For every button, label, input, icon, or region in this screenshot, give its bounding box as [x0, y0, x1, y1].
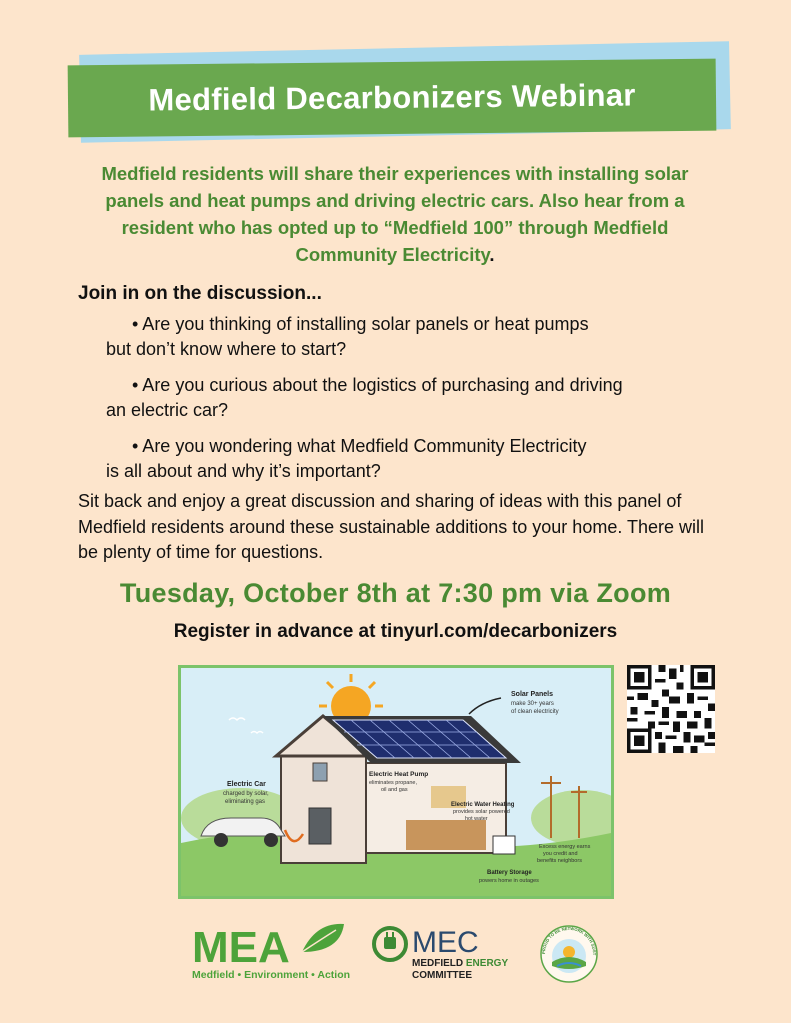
mec-logo-line2: COMMITTEE	[412, 970, 472, 981]
bird-icon	[251, 732, 263, 734]
label-battery: Battery Storage	[487, 870, 532, 876]
qr-code[interactable]	[627, 665, 715, 753]
home-energy-illustration	[178, 665, 614, 899]
plug-icon	[374, 928, 406, 960]
label-solar-panels: Solar Panels	[511, 691, 554, 698]
seal-text: PROUD TO BE NETWORK WITH SUST	[540, 925, 598, 955]
label-electric-car: Electric Car	[227, 781, 266, 788]
bullet-line: an electric car?	[106, 400, 229, 420]
bullet-line: is all about and why it’s important?	[106, 461, 381, 481]
label-car-desc: eliminating gas	[225, 799, 266, 805]
bird-icon	[229, 718, 245, 720]
bullet-item	[106, 373, 726, 423]
garage-door	[309, 808, 331, 844]
label-car-desc: charged by solar,	[223, 791, 269, 797]
mec-logo	[372, 918, 522, 982]
label-water-heating: Electric Water Heating	[451, 802, 515, 808]
mea-logo	[190, 918, 360, 982]
header-banner	[68, 48, 728, 148]
label-heat-pump-desc: eliminates propane,	[369, 780, 418, 786]
label-excess-energy: benefits neighbors	[537, 858, 582, 864]
arrow-icon	[469, 698, 501, 714]
sustainable-medfield-seal	[533, 918, 605, 984]
battery-icon	[493, 836, 515, 854]
label-heat-pump: Electric Heat Pump	[369, 771, 429, 778]
closing-paragraph: Sit back and enjoy a great discussion and sharing of ideas with this panel of Medfield residents around these sustainable additions to your home. There will be plenty of time for questions.	[78, 491, 705, 562]
label-water-desc: hot water	[465, 816, 488, 822]
label-solar-desc: make 30+ years	[511, 701, 554, 707]
label-excess-energy: Excess energy earns	[539, 844, 591, 850]
intro-paragraph	[70, 160, 720, 268]
bullet-list	[106, 312, 726, 495]
bullet-item	[106, 434, 726, 484]
label-excess-energy: you credit and	[543, 851, 578, 857]
mec-logo-name: MEC	[412, 926, 479, 959]
join-heading: Join in on the discussion...	[78, 283, 322, 304]
label-heat-pump-desc: oil and gas	[381, 787, 408, 793]
mea-logo-subtitle: Medfield • Environment • Action	[192, 969, 351, 981]
label-solar-desc: of clean electricity	[511, 709, 559, 715]
page-title: Medfield Decarbonizers Webinar	[148, 77, 636, 118]
bullet-line: • Are you curious about the logistics of purchasing and driving	[132, 375, 623, 395]
intro-text: Medfield residents will share their experiences with installing solar panels and heat pumps and driving electric cars. Also hear from a resident who has opted up to “Medfield 100” through Medfield Community Electricity	[101, 163, 689, 265]
bullet-line: but don’t know where to start?	[106, 339, 347, 359]
bullet-line: • Are you wondering what Medfield Community Electricity	[132, 436, 587, 456]
label-water-desc: provides solar powered	[453, 809, 510, 815]
bullet-item	[106, 312, 726, 362]
label-battery-desc: powers home in outages	[479, 878, 539, 884]
house-illustration	[181, 668, 611, 896]
hot-tub	[406, 820, 486, 850]
bullet-line: • Are you thinking of installing solar panels or heat pumps	[132, 314, 589, 334]
register-link[interactable]: Register in advance at tinyurl.com/decarbonizers	[173, 621, 618, 642]
event-date: Tuesday, October 8th at 7:30 pm via Zoom	[119, 578, 672, 608]
window	[313, 763, 327, 781]
mec-logo-line1: MEDFIELD ENERGY	[412, 958, 509, 969]
intro-period: .	[489, 244, 495, 265]
mea-logo-name: MEA	[192, 923, 290, 972]
sun-icon	[563, 946, 575, 958]
banner-green	[68, 59, 717, 138]
